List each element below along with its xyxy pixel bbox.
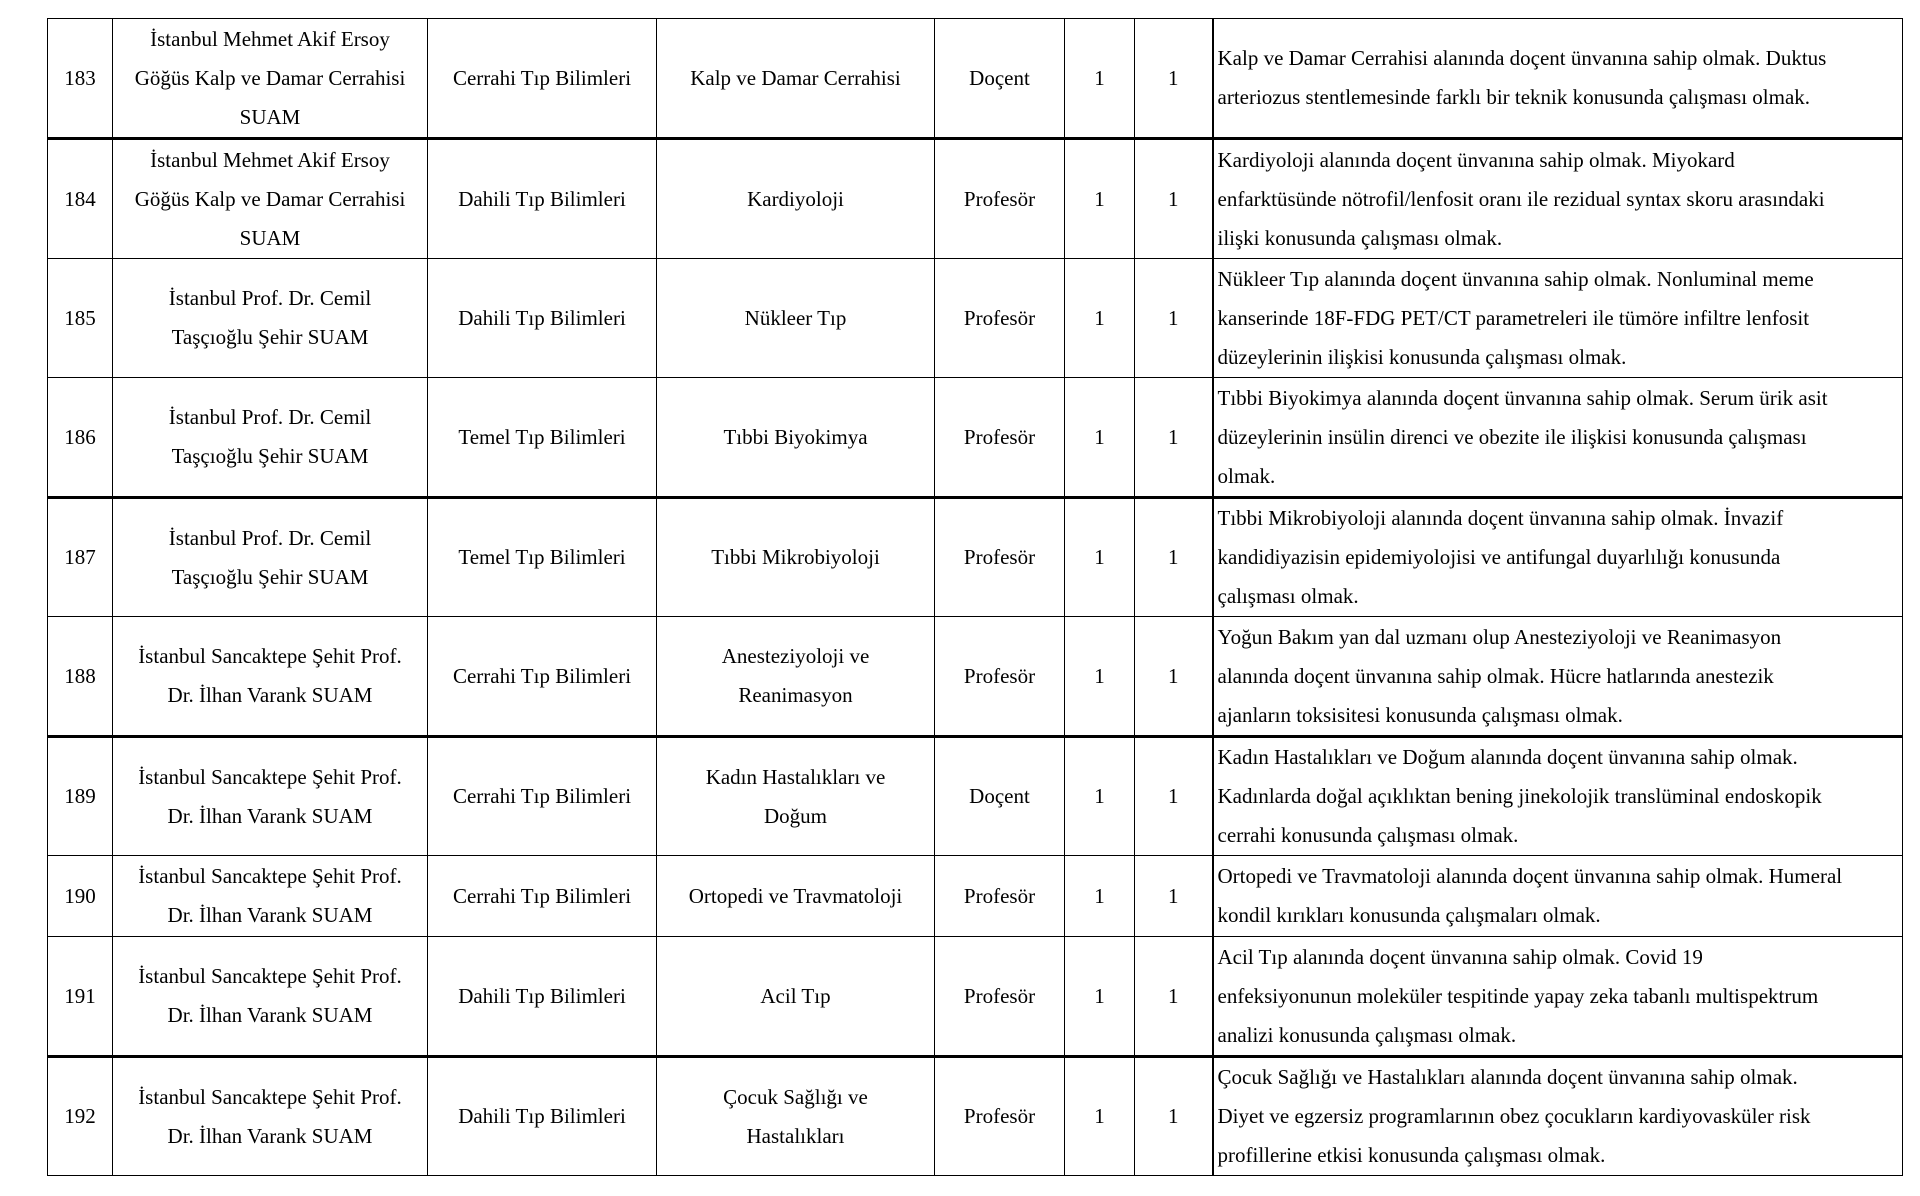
- field-cell: [428, 1057, 657, 1176]
- department-cell-line: Ortopedi ve Travmatoloji: [688, 883, 903, 908]
- description-cell: [1213, 737, 1903, 856]
- description-cell-line: Tıbbi Biyokimya alanında doçent ünvanına sahip olmak. Serum ürik asit: [1217, 385, 1828, 410]
- description-cell-line: olmak.: [1217, 463, 1276, 488]
- academic-title-cell: Profesör: [935, 498, 1065, 617]
- description-cell-line: enfarktüsünde nötrofil/lenfosit oranı ile rezidual syntax skoru arasındaki: [1217, 186, 1825, 211]
- institution-cell: [113, 139, 428, 259]
- institution-cell: [113, 737, 428, 856]
- institution-cell: [113, 856, 428, 937]
- description-cell: [1213, 617, 1903, 737]
- table-row: [48, 937, 1903, 1057]
- institution-cell-line: Göğüs Kalp ve Damar Cerrahisi: [134, 65, 406, 90]
- description-cell-line: ilişki konusunda çalışması olmak.: [1217, 225, 1503, 250]
- count-cell: 1: [1065, 378, 1135, 498]
- department-cell: [657, 259, 935, 378]
- description-cell: [1213, 856, 1903, 937]
- count-cell: 1: [1135, 737, 1213, 856]
- institution-cell: [113, 378, 428, 498]
- row-number-cell: 188: [48, 617, 113, 737]
- institution-cell-line: Dr. İlhan Varank SUAM: [167, 903, 373, 927]
- description-cell-line: Çocuk Sağlığı ve Hastalıkları alanında doçent ünvanına sahip olmak.: [1217, 1065, 1798, 1089]
- count-cell: 1: [1135, 617, 1213, 737]
- description-cell-line: düzeylerinin insülin direnci ve obezite ile ilişkisi konusunda çalışması: [1217, 424, 1807, 449]
- field-cell-line: Cerrahi Tıp Bilimleri: [452, 784, 632, 808]
- institution-cell: [113, 259, 428, 378]
- field-cell: [428, 259, 657, 378]
- department-cell-line: Anesteziyoloji ve: [721, 644, 870, 668]
- institution-cell: [113, 937, 428, 1057]
- description-cell-line: Kalp ve Damar Cerrahisi alanında doçent ünvanına sahip olmak. Duktus: [1217, 46, 1827, 70]
- count-cell: 1: [1065, 737, 1135, 856]
- institution-cell-line: İstanbul Prof. Dr. Cemil: [168, 405, 372, 429]
- department-cell-line: Tıbbi Biyokimya: [723, 424, 868, 449]
- count-cell: 1: [1135, 937, 1213, 1057]
- institution-cell-line: İstanbul Sancaktepe Şehit Prof.: [138, 864, 402, 888]
- description-cell: [1213, 139, 1903, 259]
- table-row: [48, 737, 1903, 856]
- description-cell-line: kandidiyazisin epidemiyolojisi ve antifungal duyarlılığı konusunda: [1217, 545, 1781, 569]
- academic-title-cell: Profesör: [935, 139, 1065, 259]
- field-cell: [428, 19, 657, 139]
- department-cell-line: Çocuk Sağlığı ve: [723, 1084, 868, 1109]
- description-cell-line: Yoğun Bakım yan dal uzmanı olup Anesteziyoloji ve Reanimasyon: [1217, 624, 1782, 649]
- institution-cell: [113, 617, 428, 737]
- department-cell: [657, 737, 935, 856]
- description-cell-line: alanında doçent ünvanına sahip olmak. Hücre hatlarında anestezik: [1217, 663, 1774, 688]
- description-cell: [1213, 19, 1903, 139]
- field-cell: [428, 937, 657, 1057]
- count-cell: 1: [1065, 19, 1135, 139]
- table-row: [48, 378, 1903, 498]
- institution-cell-line: İstanbul Prof. Dr. Cemil: [168, 286, 372, 310]
- count-cell: 1: [1135, 19, 1213, 139]
- institution-cell-line: İstanbul Sancaktepe Şehit Prof.: [138, 1084, 402, 1109]
- field-cell-line: Cerrahi Tıp Bilimleri: [452, 65, 632, 90]
- description-cell-line: Kadınlarda doğal açıklıktan bening jinekolojik translüminal endoskopik: [1217, 784, 1822, 808]
- academic-title-cell: Profesör: [935, 937, 1065, 1057]
- count-cell: 1: [1065, 856, 1135, 937]
- field-cell: [428, 617, 657, 737]
- department-cell: [657, 617, 935, 737]
- count-cell: 1: [1135, 139, 1213, 259]
- field-cell-line: Dahili Tıp Bilimleri: [458, 305, 626, 330]
- description-cell: [1213, 1057, 1903, 1176]
- field-cell: [428, 856, 657, 937]
- field-cell-line: Cerrahi Tıp Bilimleri: [452, 883, 632, 908]
- description-cell-line: arteriozus stentlemesinde farklı bir teknik konusunda çalışması olmak.: [1217, 85, 1811, 109]
- department-cell-line: Hastalıkları: [746, 1123, 845, 1148]
- academic-title-cell: Doçent: [935, 19, 1065, 139]
- count-cell: 1: [1065, 139, 1135, 259]
- academic-title-cell: Profesör: [935, 1057, 1065, 1176]
- institution-cell-line: Göğüs Kalp ve Damar Cerrahisi: [134, 186, 406, 211]
- academic-title-cell: Profesör: [935, 856, 1065, 937]
- description-cell-line: Tıbbi Mikrobiyoloji alanında doçent ünvanına sahip olmak. İnvazif: [1217, 506, 1784, 530]
- count-cell: 1: [1065, 617, 1135, 737]
- institution-cell-line: SUAM: [239, 225, 301, 250]
- table-row: [48, 856, 1903, 937]
- count-cell: 1: [1065, 1057, 1135, 1176]
- field-cell: [428, 139, 657, 259]
- department-cell-line: Kardiyoloji: [747, 186, 844, 211]
- department-cell: [657, 937, 935, 1057]
- description-cell: [1213, 378, 1903, 498]
- row-number-cell: 191: [48, 937, 113, 1057]
- description-cell: [1213, 259, 1903, 378]
- description-cell: [1213, 937, 1903, 1057]
- institution-cell-line: Taşçıoğlu Şehir SUAM: [171, 564, 369, 589]
- institution-cell-line: Dr. İlhan Varank SUAM: [167, 803, 373, 828]
- institution-cell-line: Taşçıoğlu Şehir SUAM: [171, 325, 369, 349]
- field-cell-line: Cerrahi Tıp Bilimleri: [452, 663, 632, 688]
- institution-cell-line: Dr. İlhan Varank SUAM: [167, 1123, 373, 1148]
- description-cell-line: analizi konusunda çalışması olmak.: [1217, 1022, 1517, 1047]
- academic-title-cell: Profesör: [935, 617, 1065, 737]
- institution-cell-line: İstanbul Sancaktepe Şehit Prof.: [138, 644, 402, 668]
- department-cell-line: Doğum: [764, 803, 827, 828]
- department-cell-line: Kalp ve Damar Cerrahisi: [690, 65, 901, 90]
- count-cell: 1: [1135, 378, 1213, 498]
- field-cell-line: Temel Tıp Bilimleri: [458, 424, 626, 449]
- count-cell: 1: [1135, 856, 1213, 937]
- field-cell: [428, 378, 657, 498]
- academic-title-cell: Profesör: [935, 259, 1065, 378]
- department-cell: [657, 856, 935, 937]
- institution-cell-line: İstanbul Mehmet Akif Ersoy: [150, 147, 390, 172]
- field-cell-line: Dahili Tıp Bilimleri: [458, 983, 626, 1008]
- institution-cell: [113, 1057, 428, 1176]
- count-cell: 1: [1065, 259, 1135, 378]
- row-number-cell: 183: [48, 19, 113, 139]
- description-cell-line: Ortopedi ve Travmatoloji alanında doçent ünvanına sahip olmak. Humeral: [1217, 864, 1843, 888]
- department-cell-line: Kadın Hastalıkları ve: [705, 764, 886, 789]
- description-cell-line: cerrahi konusunda çalışması olmak.: [1217, 823, 1519, 847]
- description-cell-line: düzeylerinin ilişkisi konusunda çalışması olmak.: [1217, 344, 1627, 369]
- department-cell-line: Reanimasyon: [738, 683, 853, 707]
- department-cell: [657, 378, 935, 498]
- department-cell-line: Tıbbi Mikrobiyoloji: [711, 545, 880, 569]
- description-cell-line: ajanların toksisitesi konusunda çalışması olmak.: [1217, 702, 1623, 727]
- description-cell-line: Diyet ve egzersiz programlarının obez çocukların kardiyovasküler risk: [1217, 1104, 1811, 1128]
- description-cell-line: Nükleer Tıp alanında doçent ünvanına sahip olmak. Nonluminal meme: [1217, 266, 1814, 291]
- table-row: [48, 498, 1903, 617]
- institution-cell-line: İstanbul Sancaktepe Şehit Prof.: [138, 964, 402, 988]
- table-row: [48, 259, 1903, 378]
- row-number-cell: 189: [48, 737, 113, 856]
- table-row: [48, 617, 1903, 737]
- table-row: [48, 139, 1903, 259]
- description-cell-line: Acil Tıp alanında doçent ünvanına sahip olmak. Covid 19: [1217, 944, 1703, 969]
- description-cell-line: profillerine etkisi konusunda çalışması olmak.: [1217, 1143, 1606, 1167]
- description-cell-line: çalışması olmak.: [1217, 584, 1359, 608]
- description-cell: [1213, 498, 1903, 617]
- row-number-cell: 192: [48, 1057, 113, 1176]
- institution-cell-line: Taşçıoğlu Şehir SUAM: [171, 444, 369, 468]
- institution-cell: [113, 19, 428, 139]
- institution-cell: [113, 498, 428, 617]
- row-number-cell: 184: [48, 139, 113, 259]
- description-cell-line: enfeksiyonunun moleküler tespitinde yapay zeka tabanlı multispektrum: [1217, 983, 1819, 1008]
- department-cell: [657, 139, 935, 259]
- department-cell: [657, 19, 935, 139]
- row-number-cell: 186: [48, 378, 113, 498]
- institution-cell-line: İstanbul Prof. Dr. Cemil: [168, 525, 372, 550]
- field-cell-line: Temel Tıp Bilimleri: [458, 545, 626, 569]
- row-number-cell: 185: [48, 259, 113, 378]
- count-cell: 1: [1065, 498, 1135, 617]
- count-cell: 1: [1135, 1057, 1213, 1176]
- count-cell: 1: [1065, 937, 1135, 1057]
- row-number-cell: 187: [48, 498, 113, 617]
- description-cell-line: Kardiyoloji alanında doçent ünvanına sahip olmak. Miyokard: [1217, 147, 1735, 172]
- institution-cell-line: Dr. İlhan Varank SUAM: [167, 1003, 373, 1027]
- institution-cell-line: SUAM: [239, 104, 301, 129]
- field-cell: [428, 737, 657, 856]
- table-row: [48, 1057, 1903, 1176]
- row-number-cell: 190: [48, 856, 113, 937]
- institution-cell-line: İstanbul Sancaktepe Şehit Prof.: [138, 764, 402, 789]
- description-cell-line: kondil kırıkları konusunda çalışmaları olmak.: [1217, 903, 1601, 927]
- table-row: [48, 19, 1903, 139]
- institution-cell-line: Dr. İlhan Varank SUAM: [167, 683, 373, 707]
- field-cell-line: Dahili Tıp Bilimleri: [458, 186, 626, 211]
- institution-cell-line: İstanbul Mehmet Akif Ersoy: [150, 26, 390, 51]
- description-cell-line: Kadın Hastalıkları ve Doğum alanında doçent ünvanına sahip olmak.: [1217, 745, 1798, 769]
- description-cell-line: kanserinde 18F-FDG PET/CT parametreleri ile tümöre infiltre lenfosit: [1217, 305, 1810, 330]
- academic-title-cell: Doçent: [935, 737, 1065, 856]
- count-cell: 1: [1135, 259, 1213, 378]
- department-cell: [657, 498, 935, 617]
- department-cell-line: Acil Tıp: [760, 983, 831, 1008]
- field-cell-line: Dahili Tıp Bilimleri: [458, 1104, 626, 1128]
- count-cell: 1: [1135, 498, 1213, 617]
- positions-table: [47, 18, 1903, 1176]
- field-cell: [428, 498, 657, 617]
- department-cell-line: Nükleer Tıp: [744, 305, 847, 330]
- department-cell: [657, 1057, 935, 1176]
- academic-title-cell: Profesör: [935, 378, 1065, 498]
